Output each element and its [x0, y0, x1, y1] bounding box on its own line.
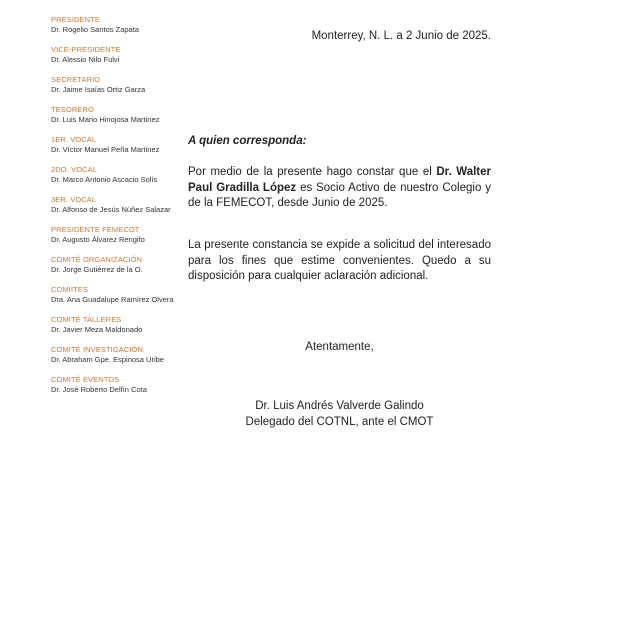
role-label: COMITÉ ORGANIZACIÓN: [51, 255, 143, 264]
role-label: TESORERO: [51, 105, 94, 114]
member-name: Dr. Jaime Isaías Ortiz Garza: [51, 85, 146, 94]
member-name-bold: Dr. Walter Paul Gradilla López: [188, 166, 491, 194]
role-label: COMITÉ TALLERES: [51, 315, 122, 324]
paragraph-1: [188, 165, 491, 212]
letter-date: Monterrey, N. L. a 2 Junio de 2025.: [311, 30, 491, 42]
member-name: Dr. Víctor Manuel Peña Martinez: [51, 145, 160, 154]
board-entry: [51, 45, 174, 75]
role-label: 2DO. VOCAL: [51, 165, 98, 174]
greeting: A quien corresponda:: [188, 135, 307, 147]
member-name: Dra. Ana Guadalupe Ramírez Olvera: [51, 295, 174, 304]
board-entry: [51, 195, 174, 225]
board-entry: [51, 345, 174, 375]
board-entry: [51, 135, 174, 165]
board-entry: [51, 75, 174, 105]
role-label: COMITÉ EVENTOS: [51, 375, 120, 384]
member-name: Dr. Augusto Álvarez Rengifo: [51, 235, 145, 244]
paragraph-2: La presente constancia se expide a solicitud del interesado para los fines que estime convenientes. Quedo a su disposición para cualquier aclaración adicional.: [188, 239, 491, 282]
board-entry: [51, 165, 174, 195]
member-name: Dr. Abraham Gpe. Espinosa Uribe: [51, 355, 164, 364]
board-entry: [51, 375, 174, 405]
member-name: Dr. Jorge Gutiérrez de la O.: [51, 265, 143, 274]
board-entry: [51, 255, 174, 285]
closing: Atentamente,: [305, 341, 374, 353]
role-label: 3ER. VOCAL: [51, 195, 97, 204]
board-entry: [51, 105, 174, 135]
board-entry: [51, 315, 174, 345]
signer-title: Delegado del COTNL, ante el CMOT: [245, 416, 434, 428]
member-name: Dr. Rogelio Santos Zapata: [51, 25, 139, 34]
role-label: VICE-PRESIDENTE: [51, 45, 121, 54]
role-label: PRESIDENTE FEMECOT: [51, 225, 140, 234]
board-sidebar: [51, 15, 174, 405]
member-name: Dr. José Roberto Delfín Cota: [51, 385, 147, 394]
paragraph-text: Por medio de la presente hago constar que el: [188, 166, 437, 178]
member-name: Dr. Alessio Nilo Fulvi: [51, 55, 120, 64]
board-entry: [51, 225, 174, 255]
board-entry: [51, 15, 174, 45]
signer-name: Dr. Luis Andrés Valverde Galindo: [255, 400, 424, 412]
role-label: COMIITES: [51, 285, 89, 294]
role-label: 1ER. VOCAL: [51, 135, 97, 144]
member-name: Dr. Marco Antonio Ascacio Solís: [51, 175, 158, 184]
role-label: PRESIDENTE: [51, 15, 100, 24]
board-entry: [51, 285, 174, 315]
role-label: COMITÉ INVESTIGACIÓN: [51, 345, 144, 354]
paragraph-text: es Socio Activo de nuestro Colegio y de la FEMECOT, desde Junio de 2025.: [188, 181, 492, 209]
member-name: Dr. Luis Mario Hinojosa Martinez: [51, 115, 160, 124]
member-name: Dr. Alfonso de Jesús Núñez Salazar: [51, 205, 171, 214]
role-label: SECRETARIO: [51, 75, 101, 84]
member-name: Dr. Javier Meza Maldonado: [51, 325, 143, 334]
